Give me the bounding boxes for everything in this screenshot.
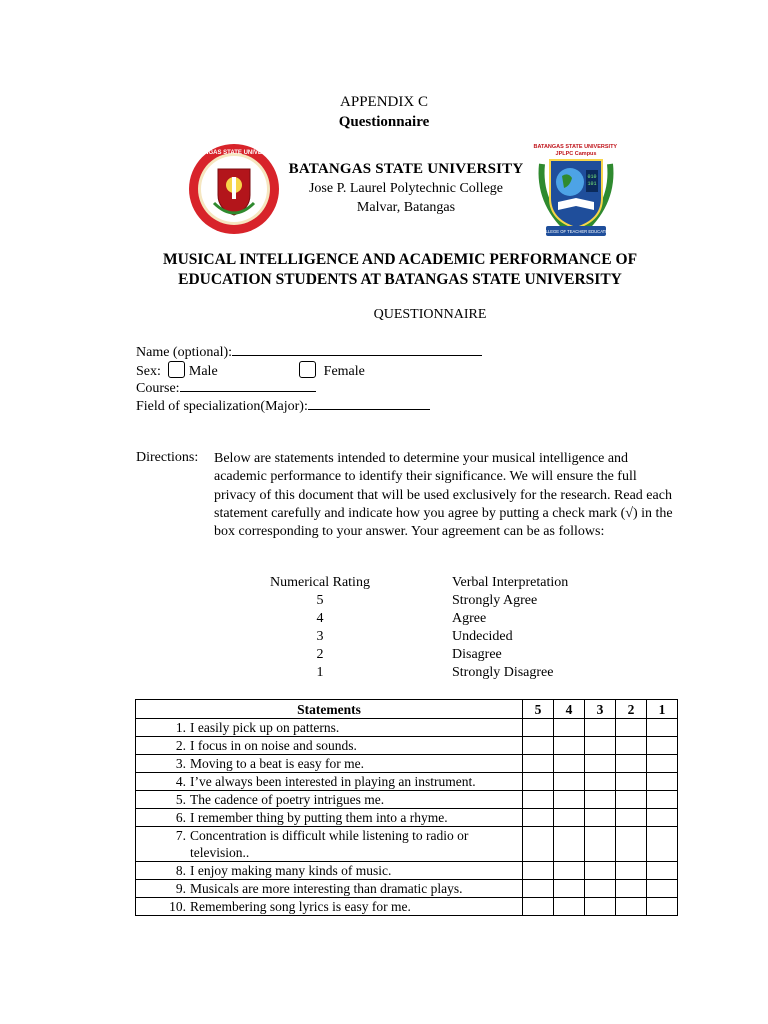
score-cell-3[interactable] — [585, 809, 616, 827]
table-row — [136, 737, 678, 755]
score-cell-1[interactable] — [647, 791, 678, 809]
score-header-2: 2 — [616, 700, 647, 719]
score-cell-5[interactable] — [523, 862, 554, 880]
female-checkbox[interactable] — [299, 361, 316, 378]
statement-text: Remembering song lyrics is easy for me. — [190, 899, 411, 914]
statement-text: I focus in on noise and sounds. — [190, 738, 357, 753]
score-cell-1[interactable] — [647, 809, 678, 827]
rating-row — [0, 665, 768, 683]
score-cell-1[interactable] — [647, 827, 678, 862]
score-cell-2[interactable] — [616, 719, 647, 737]
score-cell-4[interactable] — [554, 737, 585, 755]
score-cell-5[interactable] — [523, 737, 554, 755]
statement-number: 9. — [175, 881, 186, 896]
svg-text:BATANGAS STATE UNIVERSITY: BATANGAS STATE UNIVERSITY JPLPC Campus — [533, 144, 617, 157]
score-cell-2[interactable] — [616, 880, 647, 898]
table-row — [136, 862, 678, 880]
score-cell-4[interactable] — [554, 809, 585, 827]
score-cell-2[interactable] — [616, 898, 647, 916]
score-cell-3[interactable] — [585, 719, 616, 737]
rating-verbal: Strongly Disagree — [452, 665, 554, 680]
score-cell-1[interactable] — [647, 862, 678, 880]
sex-label: Sex: — [136, 364, 161, 379]
score-cell-1[interactable] — [647, 755, 678, 773]
score-cell-3[interactable] — [585, 827, 616, 862]
statement-text: I easily pick up on patterns. — [190, 720, 340, 735]
statement-number: 5. — [175, 792, 186, 807]
score-cell-2[interactable] — [616, 862, 647, 880]
score-cell-4[interactable] — [554, 755, 585, 773]
score-cell-4[interactable] — [554, 862, 585, 880]
rating-verbal: Undecided — [452, 629, 513, 644]
score-cell-1[interactable] — [647, 880, 678, 898]
major-input[interactable] — [308, 397, 430, 410]
statement-text: I enjoy making many kinds of music. — [190, 863, 392, 878]
rating-header-num: Numerical Rating — [270, 575, 370, 590]
score-cell-3[interactable] — [585, 862, 616, 880]
statement-text: I’ve always been interested in playing an instrument. — [190, 774, 476, 789]
score-cell-1[interactable] — [647, 737, 678, 755]
rating-num: 2 — [316, 647, 324, 662]
statement-cell — [136, 827, 523, 862]
statement-text: Musicals are more interesting than dramatic plays. — [190, 881, 463, 896]
svg-text:010: 010 — [587, 174, 597, 180]
score-cell-5[interactable] — [523, 773, 554, 791]
score-cell-3[interactable] — [585, 737, 616, 755]
statement-number: 7. — [175, 828, 186, 843]
rating-verbal: Agree — [452, 611, 487, 626]
statement-text: Moving to a beat is easy for me. — [190, 756, 364, 771]
name-input[interactable] — [232, 343, 482, 356]
score-cell-4[interactable] — [554, 898, 585, 916]
statement-cell — [136, 755, 523, 773]
statement-cell — [136, 791, 523, 809]
research-title-line1: MUSICAL INTELLIGENCE AND ACADEMIC PERFORMANCE OF — [162, 251, 638, 268]
rating-scale-header — [0, 575, 768, 593]
table-row — [136, 755, 678, 773]
statement-cell — [136, 737, 523, 755]
rating-num: 5 — [316, 593, 324, 608]
score-cell-1[interactable] — [647, 719, 678, 737]
statement-cell — [136, 898, 523, 916]
rating-verbal: Strongly Agree — [452, 593, 538, 608]
score-cell-3[interactable] — [585, 755, 616, 773]
rating-num: 4 — [316, 611, 324, 626]
statement-cell — [136, 719, 523, 737]
female-label: Female — [323, 364, 365, 379]
table-row — [136, 898, 678, 916]
table-row — [136, 809, 678, 827]
statement-number: 10. — [169, 899, 186, 914]
male-checkbox[interactable] — [168, 361, 185, 378]
rating-row — [0, 593, 768, 611]
score-header-5: 5 — [523, 700, 554, 719]
university-header — [280, 160, 532, 217]
rating-num: 3 — [316, 629, 324, 644]
score-cell-1[interactable] — [647, 898, 678, 916]
table-header-row — [136, 700, 678, 719]
score-cell-1[interactable] — [647, 773, 678, 791]
statement-cell — [136, 773, 523, 791]
score-cell-3[interactable] — [585, 880, 616, 898]
statement-cell — [136, 809, 523, 827]
course-field-row — [136, 379, 316, 397]
course-label: Course: — [136, 381, 180, 396]
score-header-1: 1 — [647, 700, 678, 719]
score-cell-2[interactable] — [616, 737, 647, 755]
score-cell-3[interactable] — [585, 773, 616, 791]
svg-text:COLLEGE OF TEACHER EDUCATION: COLLEGE OF TEACHER EDUCATION — [539, 229, 613, 234]
table-row — [136, 880, 678, 898]
score-cell-5[interactable] — [523, 809, 554, 827]
score-cell-3[interactable] — [585, 791, 616, 809]
table-row — [136, 773, 678, 791]
rating-verbal: Disagree — [452, 647, 502, 662]
rating-num: 1 — [316, 665, 324, 680]
rating-header-verbal: Verbal Interpretation — [452, 575, 569, 590]
score-cell-4[interactable] — [554, 773, 585, 791]
rating-row — [0, 611, 768, 629]
score-cell-4[interactable] — [554, 719, 585, 737]
score-header-3: 3 — [585, 700, 616, 719]
statement-number: 6. — [175, 810, 186, 825]
table-row — [136, 791, 678, 809]
statement-cell — [136, 862, 523, 880]
score-cell-2[interactable] — [616, 791, 647, 809]
male-label: Male — [188, 364, 218, 379]
name-field-row — [136, 343, 482, 361]
college-logo — [528, 142, 624, 240]
rating-row — [0, 629, 768, 647]
university-location: Malvar, Batangas — [356, 200, 456, 215]
score-cell-2[interactable] — [616, 755, 647, 773]
score-cell-2[interactable] — [616, 773, 647, 791]
svg-text:101: 101 — [587, 181, 597, 187]
university-seal-logo — [188, 143, 280, 235]
research-title-line2: EDUCATION STUDENTS AT BATANGAS STATE UNIVERSITY — [178, 271, 622, 288]
score-cell-4[interactable] — [554, 791, 585, 809]
score-cell-4[interactable] — [554, 827, 585, 862]
statement-number: 3. — [175, 756, 186, 771]
questionnaire-label: QUESTIONNAIRE — [373, 307, 487, 322]
statement-number: 8. — [175, 863, 186, 878]
score-cell-5[interactable] — [523, 880, 554, 898]
college-name: Jose P. Laurel Polytechnic College — [308, 181, 504, 196]
score-cell-5[interactable] — [523, 898, 554, 916]
score-cell-5[interactable] — [523, 719, 554, 737]
directions-text: Below are statements intended to determine your musical intelligence and academic performance to identify their significance. We will ensure the full privacy of this document that will be used exclusively for the research. Read each statement carefully and indicate how you agree by putting a check mark (√) in the box corresponding to your answer. Your agreement can be as follows: — [214, 451, 673, 540]
major-label: Field of specialization(Major): — [136, 399, 308, 414]
score-cell-5[interactable] — [523, 791, 554, 809]
score-header-4: 4 — [554, 700, 585, 719]
score-cell-5[interactable] — [523, 755, 554, 773]
score-cell-4[interactable] — [554, 880, 585, 898]
statement-text: The cadence of poetry intrigues me. — [190, 792, 385, 807]
university-name: BATANGAS STATE UNIVERSITY — [288, 161, 524, 177]
research-title — [130, 250, 670, 290]
statements-header: Statements — [136, 700, 523, 719]
statement-text: Concentration is difficult while listening to radio or television.. — [190, 828, 469, 860]
svg-text:BATANGAS STATE UNIVERSITY: BATANGAS STATE UNIVERSITY — [188, 150, 280, 156]
statement-text: I remember thing by putting them into a rhyme. — [190, 810, 448, 825]
rating-row — [0, 647, 768, 665]
statement-cell — [136, 880, 523, 898]
statements-table — [135, 699, 678, 916]
name-label: Name (optional): — [136, 345, 233, 360]
sex-field-row — [136, 361, 365, 380]
score-cell-5[interactable] — [523, 827, 554, 862]
table-row — [136, 719, 678, 737]
statement-number: 4. — [175, 774, 186, 789]
score-cell-3[interactable] — [585, 898, 616, 916]
major-field-row — [136, 397, 430, 415]
appendix-title: APPENDIX C — [340, 94, 428, 110]
course-input[interactable] — [180, 379, 316, 392]
directions-label: Directions: — [136, 450, 199, 465]
statement-number: 2. — [175, 738, 186, 753]
appendix-subtitle: Questionnaire — [338, 114, 430, 130]
score-cell-2[interactable] — [616, 809, 647, 827]
table-row — [136, 827, 678, 862]
score-cell-2[interactable] — [616, 827, 647, 862]
statement-number: 1. — [175, 720, 186, 735]
